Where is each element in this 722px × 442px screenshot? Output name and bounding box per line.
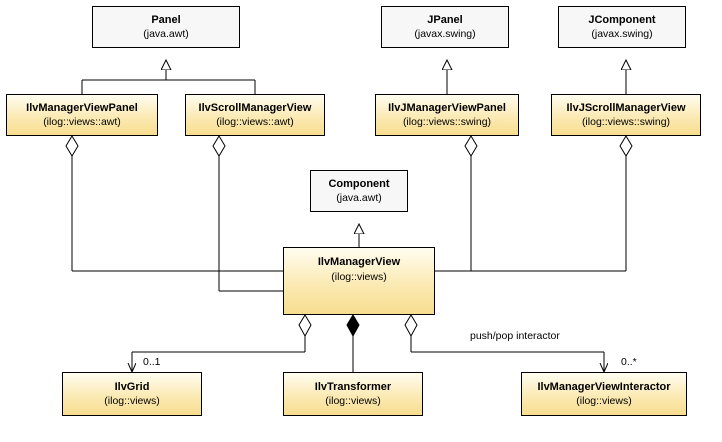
- edge-label-interactor-multiplicity: 0..*: [621, 356, 637, 368]
- class-node-ilvjmanagerviewpanel[interactable]: [375, 94, 519, 136]
- class-title: Component: [328, 177, 390, 190]
- class-title: JPanel: [427, 13, 463, 26]
- class-package: (java.awt): [336, 192, 382, 205]
- class-node-panel[interactable]: [92, 6, 240, 48]
- class-node-ilvmanagerviewpanel[interactable]: [6, 94, 158, 136]
- class-title: IlvManagerViewPanel: [26, 101, 138, 114]
- class-package: (ilog::views): [325, 395, 381, 408]
- class-node-component[interactable]: [310, 170, 408, 212]
- class-node-ilvmanagerview[interactable]: [283, 247, 435, 315]
- class-title: IlvScrollManagerView: [198, 101, 312, 114]
- class-title: IlvTransformer: [314, 380, 392, 393]
- class-title: IlvJScrollManagerView: [566, 101, 686, 114]
- class-node-ilvgrid[interactable]: [62, 372, 202, 416]
- class-package: (java.awt): [143, 28, 189, 41]
- class-package: (ilog::views::swing): [402, 116, 492, 129]
- class-node-ilvmanagerviewinteractor[interactable]: [521, 372, 687, 416]
- class-title: Panel: [151, 13, 181, 26]
- class-node-jpanel[interactable]: [381, 6, 509, 48]
- class-title: IlvJManagerViewPanel: [388, 101, 506, 114]
- class-node-jcomponent[interactable]: [558, 6, 686, 48]
- class-package: (ilog::views::awt): [43, 116, 121, 129]
- class-title: JComponent: [588, 13, 656, 26]
- class-package: (ilog::views::swing): [581, 116, 671, 129]
- edge-label-push-pop-interactor: push/pop interactor: [470, 330, 560, 342]
- class-package: (ilog::views): [331, 270, 387, 283]
- class-package: (javax.swing): [414, 28, 476, 41]
- class-node-ilvscrollmanagerview[interactable]: [185, 94, 325, 136]
- class-package: (ilog::views): [104, 395, 160, 408]
- class-title: IlvManagerViewInteractor: [537, 380, 671, 393]
- class-node-ilvtransformer[interactable]: [283, 372, 423, 416]
- class-package: (ilog::views): [576, 395, 632, 408]
- edge-label-grid-multiplicity: 0..1: [143, 356, 161, 368]
- class-title: IlvManagerView: [317, 256, 401, 268]
- class-title: IlvGrid: [114, 380, 150, 393]
- class-node-ilvjscrollmanagerview[interactable]: [551, 94, 701, 136]
- class-package: (ilog::views::awt): [216, 116, 294, 129]
- class-package: (javax.swing): [591, 28, 653, 41]
